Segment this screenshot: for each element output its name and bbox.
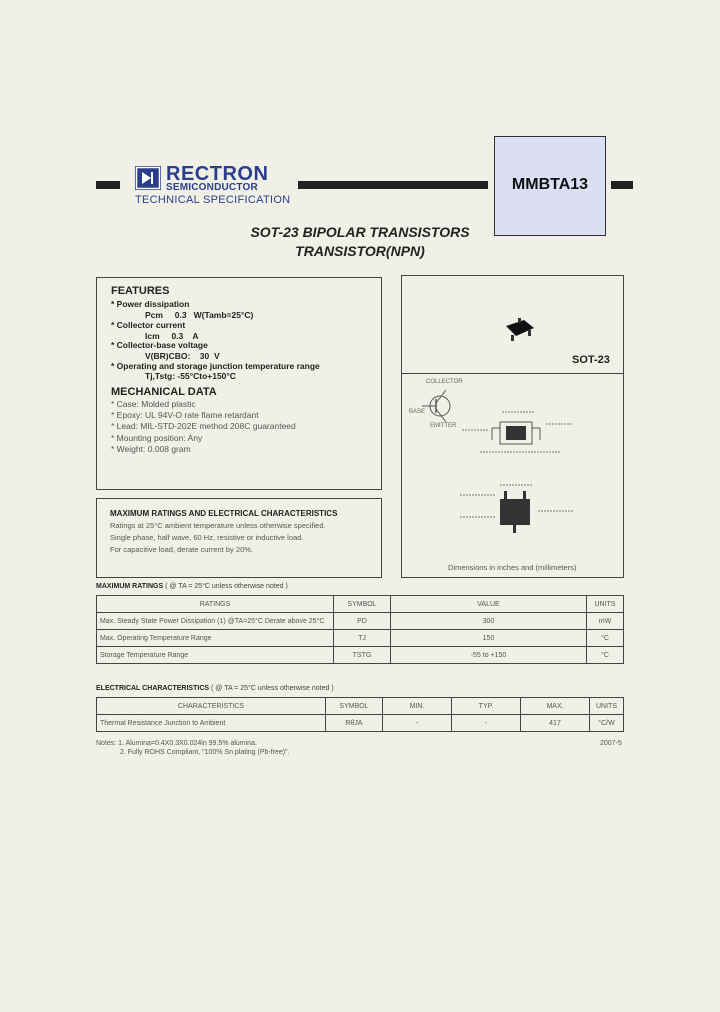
mechanical-item: * Case: Molded plastic	[111, 399, 196, 409]
table-header-cell: SYMBOL	[334, 596, 391, 613]
header-bar-left	[96, 181, 120, 189]
mechanical-item: * Epoxy: UL 94V-O rate flame retardant	[111, 410, 259, 420]
table-header-row	[97, 698, 624, 715]
feature-item	[111, 361, 320, 372]
max-ratings-caption-cond: ( @ TA = 25°C unless otherwise noted )	[165, 583, 288, 590]
brand-name: RECTRON	[166, 163, 269, 185]
table-header-cell: UNITS	[590, 698, 624, 715]
max-ratings-table	[96, 595, 624, 664]
table-cell: °C/W	[590, 715, 624, 732]
table-cell: 417	[521, 715, 590, 732]
note-line-2: 2. Fully ROHS Compliant, "100% Sn plating (Pb-free)".	[120, 749, 290, 756]
table-header-cell: UNITS	[587, 596, 624, 613]
table-cell: mW	[587, 613, 624, 630]
elec-char-caption-label: ELECTRICAL CHARACTERISTICS	[96, 685, 210, 692]
pin-base-label: BASE	[409, 409, 426, 415]
feature-label: * Collector-base voltage	[111, 340, 208, 350]
table-row	[97, 647, 624, 664]
sot23-package-image	[502, 316, 542, 346]
table-header-cell: MAX.	[521, 698, 590, 715]
table-header-cell: CHARACTERISTICS	[97, 698, 326, 715]
table-cell: Thermal Resistance Junction to Ambient	[97, 715, 326, 732]
pin-collector-label: COLLECTOR	[426, 379, 463, 385]
feature-value: Tj,Tstg: -55°Cto+150°C	[145, 371, 236, 381]
doc-title: SOT-23 BIPOLAR TRANSISTORS	[250, 224, 470, 240]
ratings-note-line: For capacitive load, derate current by 20%.	[110, 545, 253, 554]
package-top-view-drawing	[460, 481, 580, 551]
table-cell: Max. Operating Temperature Range	[97, 630, 334, 647]
dimension-note: Dimensions in inches and (millimeters)	[448, 563, 577, 572]
table-cell: Max. Steady State Power Dissipation (1) @TA=25°C Derate above 25°C	[97, 613, 334, 630]
brand-tagline: TECHNICAL SPECIFICATION	[135, 194, 291, 206]
ratings-note-line: Single phase, half wave, 60 Hz, resistive or inductive load.	[110, 533, 304, 542]
package-divider	[402, 373, 623, 374]
table-cell: -	[452, 715, 521, 732]
table-header-cell: RATINGS	[97, 596, 334, 613]
ratings-note-heading: MAXIMUM RATINGS AND ELECTRICAL CHARACTERISTICS	[110, 509, 338, 518]
table-cell: 300	[391, 613, 587, 630]
elec-char-caption	[96, 685, 334, 692]
table-header-row	[97, 596, 624, 613]
feature-item	[111, 340, 208, 351]
note-line-1: Notes: 1. Alumina=0.4X0.3X0.024in 99.5% alumina.	[96, 740, 257, 747]
header-bar-right	[611, 181, 633, 189]
feature-label: * Power dissipation	[111, 299, 190, 309]
mechanical-item: * Weight: 0.008 gram	[111, 444, 191, 454]
package-box	[401, 275, 624, 578]
package-side-view-drawing	[460, 406, 580, 476]
ratings-note-box	[96, 498, 382, 578]
package-name: SOT-23	[572, 354, 610, 366]
table-cell: TJ	[334, 630, 391, 647]
max-ratings-caption-label: MAXIMUM RATINGS	[96, 583, 164, 590]
features-heading: FEATURES	[111, 285, 170, 297]
part-number: MMBTA13	[511, 176, 589, 193]
doc-date: 2007-5	[600, 740, 622, 747]
doc-subtitle: TRANSISTOR(NPN)	[295, 243, 425, 259]
table-header-cell: VALUE	[391, 596, 587, 613]
feature-label: * Collector current	[111, 320, 186, 330]
table-cell: PD	[334, 613, 391, 630]
table-cell: -	[383, 715, 452, 732]
table-cell: RθJA	[326, 715, 383, 732]
table-header-cell: TYP.	[452, 698, 521, 715]
table-cell: -55 to +150	[391, 647, 587, 664]
table-cell: TSTG	[334, 647, 391, 664]
features-box	[96, 277, 382, 490]
feature-value: Pcm 0.3 W(Tamb=25°C)	[145, 310, 254, 320]
feature-item	[111, 320, 185, 331]
elec-char-caption-cond: ( @ TA = 25°C unless otherwise noted )	[211, 685, 334, 692]
feature-value: V(BR)CBO: 30 V	[145, 351, 220, 361]
brand-subtitle: SEMICONDUCTOR	[166, 182, 258, 193]
table-cell: Storage Temperature Range	[97, 647, 334, 664]
mechanical-item: * Lead: MIL-STD-202E method 208C guaranteed	[111, 421, 296, 431]
header-bar-middle	[298, 181, 488, 189]
feature-label: * Operating and storage junction temperature range	[111, 361, 320, 371]
mechanical-heading: MECHANICAL DATA	[111, 386, 217, 398]
table-cell: °C	[587, 630, 624, 647]
max-ratings-caption	[96, 583, 288, 590]
npn-transistor-icon	[420, 386, 460, 426]
table-row	[97, 715, 624, 732]
pin-emitter-label: EMITTER	[430, 423, 457, 429]
table-cell: °C	[587, 647, 624, 664]
table-header-cell: MIN.	[383, 698, 452, 715]
feature-item	[111, 299, 189, 310]
feature-value: Icm 0.3 A	[145, 331, 199, 341]
rectron-logo-icon	[135, 166, 161, 190]
mechanical-item: * Mounting position: Any	[111, 433, 203, 443]
ratings-note-line: Ratings at 25°C ambient temperature unless otherwise specified.	[110, 521, 326, 530]
table-cell: 150	[391, 630, 587, 647]
elec-char-table	[96, 697, 624, 732]
table-row	[97, 613, 624, 630]
table-row	[97, 630, 624, 647]
table-header-cell: SYMBOL	[326, 698, 383, 715]
